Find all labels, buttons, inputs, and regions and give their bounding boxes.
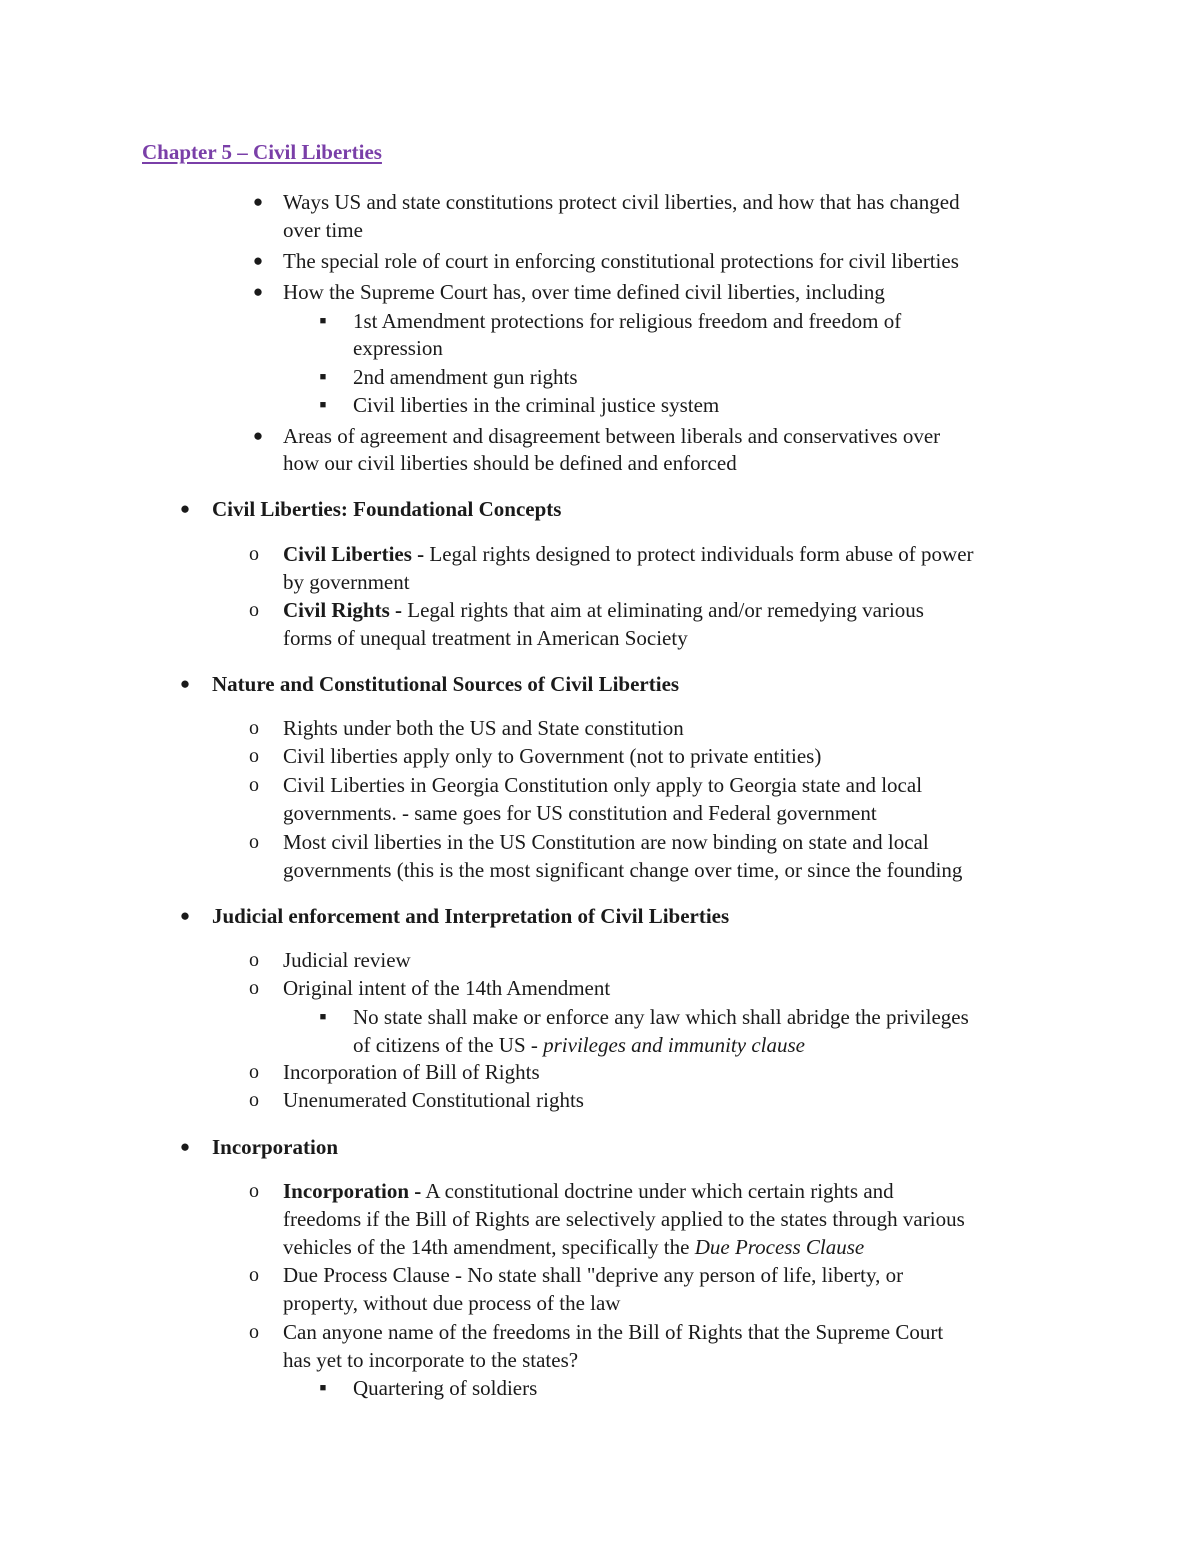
open-bullet-icon: o: [249, 717, 259, 739]
list-item: Judicial review: [283, 948, 411, 972]
list-item: Civil Liberties in Georgia Constitution only apply to Georgia state and local: [283, 773, 923, 797]
sub-list-item: No state shall make or enforce any law which shall abridge the privileges: [353, 1005, 969, 1029]
filled-bullet-icon: ●: [179, 674, 191, 693]
list-item: How the Supreme Court has, over time defined civil liberties, including: [283, 280, 885, 304]
square-bullet-icon: ■: [319, 371, 327, 383]
definition-item-continuation: forms of unequal treatment in American Society: [283, 626, 688, 650]
list-item: Due Process Clause - No state shall "deprive any person of life, liberty, or: [283, 1263, 904, 1287]
list-item: Civil liberties apply only to Government (not to private entities): [283, 744, 822, 768]
definition-item-continuation: freedoms if the Bill of Rights are selectively applied to the states through various: [283, 1207, 965, 1231]
list-item: The special role of court in enforcing constitutional protections for civil liberties: [283, 249, 959, 273]
open-bullet-icon: o: [249, 599, 259, 621]
sub-list-item: 2nd amendment gun rights: [353, 365, 578, 389]
sub-list-item: 1st Amendment protections for religious freedom and freedom of: [353, 309, 902, 333]
list-item-continuation: property, without due process of the law: [283, 1291, 621, 1315]
list-item-continuation: governments (this is the most significant change over time, or since the founding: [283, 858, 963, 882]
open-bullet-icon: o: [249, 831, 259, 853]
definition-item-continuation: by government: [283, 570, 410, 594]
list-item: Incorporation of Bill of Rights: [283, 1060, 540, 1084]
term: Incorporation -: [283, 1179, 422, 1203]
open-bullet-icon: o: [249, 1089, 259, 1111]
section-heading: Judicial enforcement and Interpretation of Civil Liberties: [212, 904, 730, 928]
filled-bullet-icon: ●: [252, 426, 264, 445]
open-bullet-icon: o: [249, 1264, 259, 1286]
list-item-continuation: has yet to incorporate to the states?: [283, 1348, 579, 1372]
list-item: Rights under both the US and State constitution: [283, 716, 684, 740]
square-bullet-icon: ■: [319, 315, 327, 327]
filled-bullet-icon: ●: [252, 251, 264, 270]
filled-bullet-icon: ●: [179, 499, 191, 518]
open-bullet-icon: o: [249, 745, 259, 767]
list-item: Unenumerated Constitutional rights: [283, 1088, 584, 1112]
filled-bullet-icon: ●: [179, 906, 191, 925]
open-bullet-icon: o: [249, 1321, 259, 1343]
sub-list-item: Quartering of soldiers: [353, 1376, 538, 1400]
square-bullet-icon: ■: [319, 1382, 327, 1394]
square-bullet-icon: ■: [319, 399, 327, 411]
filled-bullet-icon: ●: [252, 282, 264, 301]
open-bullet-icon: o: [249, 774, 259, 796]
sub-list-item-continuation: expression: [353, 336, 443, 360]
term: Civil Rights -: [283, 598, 403, 622]
sub-list-item: Civil liberties in the criminal justice system: [353, 393, 720, 417]
page-title: Chapter 5 – Civil Liberties: [142, 140, 382, 164]
definition-item: Civil Rights - Legal rights that aim at eliminating and/or remedying various: [283, 598, 924, 622]
open-bullet-icon: o: [249, 543, 259, 565]
square-bullet-icon: ■: [319, 1011, 327, 1023]
filled-bullet-icon: ●: [252, 192, 264, 211]
filled-bullet-icon: ●: [179, 1137, 191, 1156]
list-item-continuation: over time: [283, 218, 363, 242]
list-item-continuation: governments. - same goes for US constitution and Federal government: [283, 801, 877, 825]
open-bullet-icon: o: [249, 1061, 259, 1083]
list-item-continuation: how our civil liberties should be defined and enforced: [283, 451, 737, 475]
list-item: Most civil liberties in the US Constitution are now binding on state and local: [283, 830, 929, 854]
list-item: Areas of agreement and disagreement between liberals and conservatives over: [283, 424, 941, 448]
list-item: Ways US and state constitutions protect civil liberties, and how that has changed: [283, 190, 960, 214]
section-heading: Incorporation: [212, 1135, 338, 1159]
open-bullet-icon: o: [249, 1180, 259, 1202]
open-bullet-icon: o: [249, 977, 259, 999]
term: Civil Liberties -: [283, 542, 425, 566]
section-heading: Nature and Constitutional Sources of Civil Liberties: [212, 672, 680, 696]
definition-item-continuation: vehicles of the 14th amendment, specifically the Due Process Clause: [283, 1235, 865, 1259]
section-heading: Civil Liberties: Foundational Concepts: [212, 497, 562, 521]
list-item: Can anyone name of the freedoms in the Bill of Rights that the Supreme Court: [283, 1320, 944, 1344]
open-bullet-icon: o: [249, 949, 259, 971]
sub-list-item-continuation: of citizens of the US - privileges and immunity clause: [353, 1033, 805, 1057]
definition-item: Civil Liberties - Legal rights designed to protect individuals form abuse of power: [283, 542, 974, 566]
definition-item: Incorporation - A constitutional doctrine under which certain rights and: [283, 1179, 894, 1203]
list-item: Original intent of the 14th Amendment: [283, 976, 611, 1000]
